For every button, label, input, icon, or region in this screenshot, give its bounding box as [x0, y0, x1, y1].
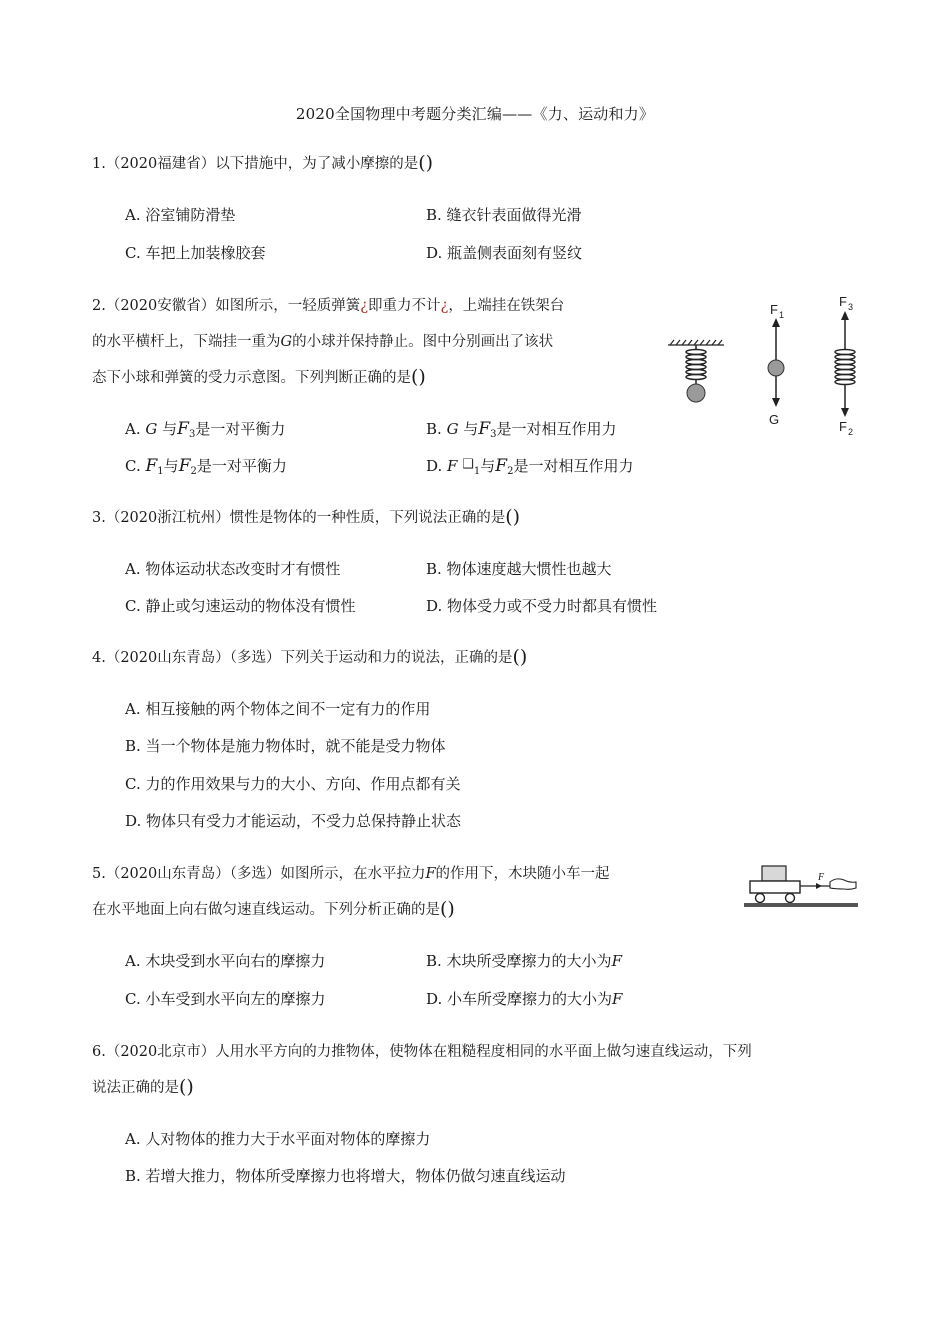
answer-paren: () [505, 506, 521, 528]
q2-text: 态下小球和弹簧的受力示意图。下列判断正确的是 [92, 370, 411, 386]
missing-glyph-box: ❑ [462, 457, 474, 472]
q1-option-a: A. 浴室铺防滑垫 [125, 206, 236, 224]
var-f: F [447, 457, 458, 475]
spring-force-diagram-right [835, 311, 855, 417]
q2-option-b [426, 418, 617, 439]
option-text: 是一对相互作用力 [496, 420, 617, 438]
force-arrow [816, 883, 822, 889]
var-g: G [145, 420, 158, 438]
q5-option-a: A. 木块受到水平向右的摩擦力 [125, 952, 326, 970]
var-g: G [446, 420, 459, 438]
f3-label: F [839, 294, 847, 309]
q2-option-a [125, 418, 285, 439]
var-f: F [611, 952, 622, 970]
g-label: G [769, 412, 780, 427]
q6-line-2 [92, 1076, 194, 1097]
var-f: F [178, 456, 191, 476]
force-label: F [818, 872, 825, 883]
option-text: 是一对平衡力 [195, 420, 286, 438]
option-label: D. [426, 457, 443, 475]
option-label: B. [426, 420, 442, 438]
f1-label: F [770, 302, 778, 317]
q3-option-d: D. 物体受力或不受力时都具有惯性 [426, 597, 658, 615]
q6-option-b: B. 若增大推力，物体所受摩擦力也将增大，物体仍做匀速直线运动 [125, 1167, 566, 1185]
cart-wheel [786, 894, 795, 903]
var-f: F [425, 866, 436, 882]
subscript: 1 [157, 466, 164, 477]
q4-option-b: B. 当一个物体是施力物体时，就不能是受力物体 [125, 737, 446, 755]
q1-option-d: D. 瓶盖侧表面刻有竖纹 [426, 244, 583, 262]
q5-option-c: C. 小车受到水平向左的摩擦力 [125, 990, 326, 1008]
q1-option-b: B. 缝衣针表面做得光滑 [426, 206, 582, 224]
q2-option-d [426, 455, 633, 476]
q3-stem [92, 506, 520, 527]
q5-option-d [426, 988, 622, 1009]
q1-stem-text: 1.（2020福建省）以下措施中，为了减小摩擦的是 [92, 156, 419, 172]
answer-paren: () [179, 1076, 194, 1098]
option-text: 与 [463, 420, 479, 438]
q2-line-1 [92, 294, 564, 315]
q5-text: 的作用下，木块随小车一起 [435, 866, 610, 882]
q3-option-b: B. 物体速度越大惯性也越大 [426, 560, 612, 578]
garbled-glyph: ¿ [440, 298, 449, 314]
option-label: C. [125, 457, 141, 475]
q5-text: 5.（2020山东青岛）（多选）如图所示，在水平拉力 [92, 866, 426, 882]
q2-text: 的水平横杆上，下端挂一重为 [92, 334, 281, 350]
q2-line-2 [92, 330, 553, 351]
q6-line-1: 6.（2020北京市）人用水平方向的力推物体，使物体在粗糙程度相同的水平面上做匀速直线运动，下列 [92, 1044, 752, 1060]
subscript: 2 [190, 466, 197, 477]
option-text: 是一对平衡力 [196, 457, 287, 475]
page-title: 2020全国物理中考题分类汇编——《力、运动和力》 [295, 105, 655, 123]
q4-option-d: D. 物体只有受力才能运动，不受力总保持静止状态 [125, 812, 462, 830]
subscript: 1 [473, 466, 481, 477]
subscript: 3 [490, 429, 497, 440]
q2-text: 2.（2020安徽省）如图所示，一轻质弹簧 [92, 298, 361, 314]
q2-text: ，上端挂在铁架台 [448, 298, 565, 314]
answer-paren: () [411, 366, 426, 388]
ball-force-diagram [768, 318, 784, 407]
garbled-glyph: ¿ [360, 298, 369, 314]
cart-block-diagram [742, 858, 862, 914]
f2-label: F [839, 419, 847, 434]
answer-paren: () [512, 646, 528, 668]
q5-line-1 [92, 862, 610, 883]
subscript: 3 [188, 429, 196, 440]
q2-line-3 [92, 366, 426, 387]
hand-icon [830, 879, 856, 889]
q5-option-b [426, 950, 622, 971]
subscript: 2 [507, 466, 514, 477]
option-text: 与 [480, 457, 496, 475]
option-text: 与 [163, 457, 179, 475]
q3-stem-text: 3.（2020浙江杭州）惯性是物体的一种性质，下列说法正确的是 [92, 510, 506, 526]
var-f: F [145, 456, 158, 476]
answer-paren: () [440, 898, 455, 920]
var-g: G [280, 334, 293, 350]
wooden-block [762, 866, 786, 881]
q2-text: 即重力不计 [368, 298, 441, 314]
f3-subscript: 3 [848, 302, 854, 312]
ceiling-support [668, 340, 724, 345]
hanging-spring [686, 345, 706, 384]
f1-subscript: 1 [779, 310, 785, 320]
q5-line-2 [92, 898, 455, 919]
option-text: 是一对相互作用力 [513, 457, 634, 475]
hanging-ball [687, 384, 705, 402]
spring-force-diagram [662, 290, 872, 440]
option-text: 与 [162, 420, 178, 438]
q3-option-a: A. 物体运动状态改变时才有惯性 [125, 560, 341, 578]
option-text: D. 小车所受摩擦力的大小为 [426, 990, 613, 1008]
q4-stem-text: 4.（2020山东青岛）（多选）下列关于运动和力的说法，正确的是 [92, 650, 513, 666]
cart-body [750, 881, 800, 893]
option-text: B. 木块所受摩擦力的大小为 [426, 952, 612, 970]
q3-option-c: C. 静止或匀速运动的物体没有惯性 [125, 597, 356, 615]
q4-option-c: C. 力的作用效果与力的大小、方向、作用点都有关 [125, 775, 461, 793]
cart-wheel [756, 894, 765, 903]
q4-option-a: A. 相互接触的两个物体之间不一定有力的作用 [125, 700, 431, 718]
var-f: F [612, 990, 623, 1008]
answer-paren: () [418, 152, 434, 174]
option-label: A. [125, 420, 141, 438]
q6-option-a: A. 人对物体的推力大于水平面对物体的摩擦力 [125, 1130, 431, 1148]
q2-text: 的小球并保持静止。图中分别画出了该状 [292, 334, 554, 350]
q5-text: 在水平地面上向右做匀速直线运动。下列分析正确的是 [92, 902, 440, 918]
f2-subscript: 2 [848, 427, 854, 437]
q1-stem [92, 152, 433, 173]
var-f: F [495, 456, 508, 476]
q2-option-c [125, 455, 287, 476]
q6-text: 说法正确的是 [92, 1080, 179, 1096]
var-f: F [177, 419, 189, 439]
var-f: F [478, 419, 491, 439]
q1-option-c: C. 车把上加装橡胶套 [125, 244, 266, 262]
ground [744, 903, 858, 907]
q4-stem [92, 646, 527, 667]
